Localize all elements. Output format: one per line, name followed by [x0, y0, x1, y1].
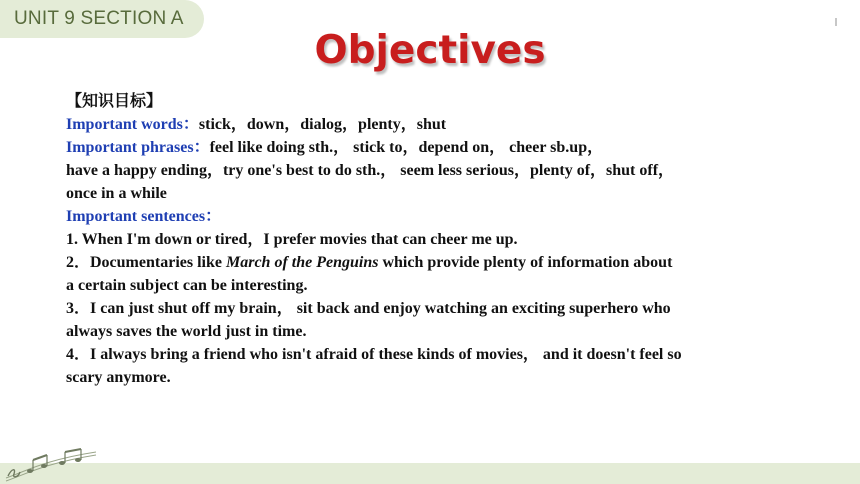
important-words-label: Important words： — [66, 116, 199, 133]
important-phrases-line3: once in a while — [66, 185, 167, 202]
sentence-2 — [66, 251, 806, 274]
objectives-content — [66, 90, 806, 389]
important-phrases-label: Important phrases： — [66, 139, 210, 156]
important-phrases-row — [66, 136, 806, 159]
important-sentences-label: Important sentences： — [66, 208, 222, 225]
sentence-2-line2: a certain subject can be interesting. — [66, 277, 308, 294]
important-words-row — [66, 113, 806, 136]
sentence-2-movie-title: March of the Penguins — [225, 254, 379, 271]
sentence-1: 1. When I'm down or tired，I prefer movies that can cheer me up. — [66, 231, 518, 248]
section-heading: 【知识目标】 — [66, 93, 163, 110]
music-notes-icon — [4, 438, 100, 482]
corner-mark — [835, 18, 837, 26]
page-title: Objectives — [314, 28, 546, 73]
sentence-4: 4．I always bring a friend who isn't afraid of these kinds of movies， and it doesn't feel so — [66, 346, 682, 363]
important-words-text: stick，down，dialog，plenty，shut — [198, 116, 447, 133]
important-phrases-line2: have a happy ending，try one's best to do sth.， seem less serious，plenty of，shut off， — [66, 162, 675, 179]
sentence-2-prefix: 2．Documentaries like — [66, 254, 226, 271]
sentence-3: 3．I can just shut off my brain， sit back and enjoy watching an exciting superhero who — [66, 300, 671, 317]
sentence-2-suffix: which provide plenty of information about — [378, 254, 673, 271]
sentence-3-line2: always saves the world just in time. — [66, 323, 307, 340]
footer-bar — [0, 463, 860, 484]
unit-tab-label: UNIT 9 SECTION A — [14, 8, 184, 29]
sentence-4-line2: scary anymore. — [66, 369, 171, 386]
important-phrases-line1: feel like doing sth.， stick to，depend on， cheer sb.up， — [209, 139, 604, 156]
